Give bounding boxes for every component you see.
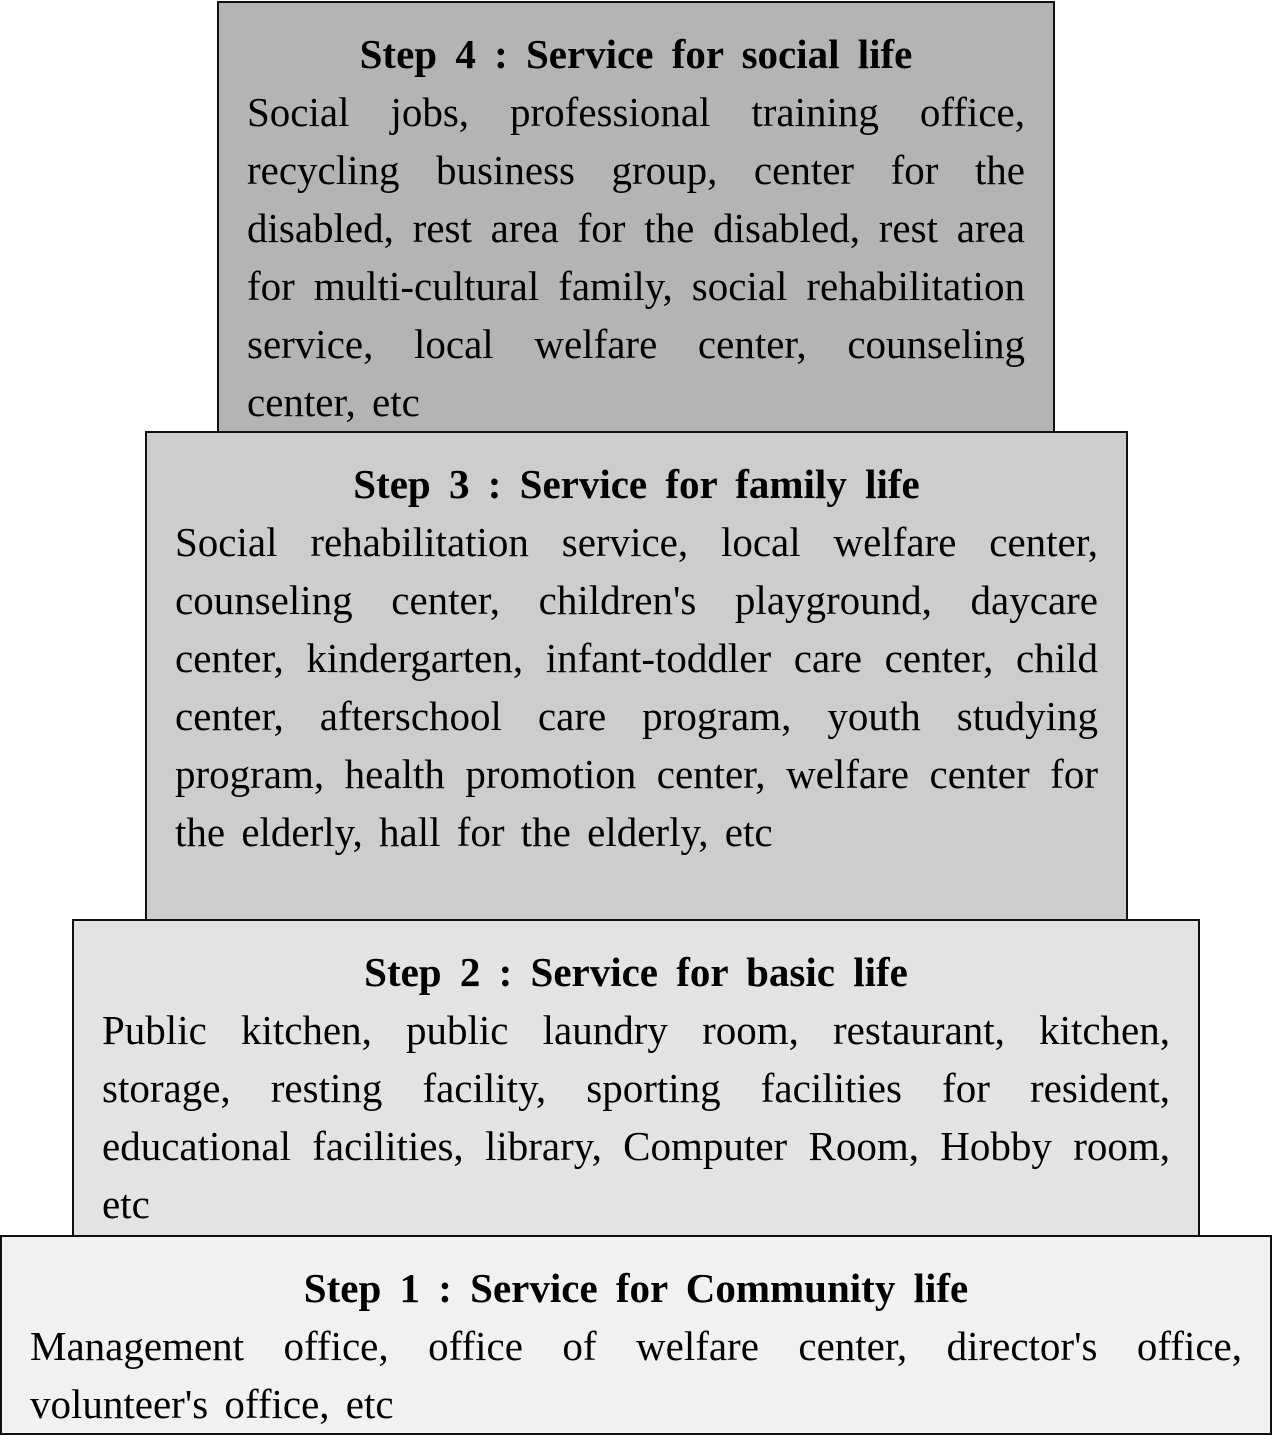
step-1-title: Step 1 : Service for Community life: [303, 1265, 969, 1311]
step-4-title: Step 4 : Service for social life: [359, 31, 913, 77]
step-4-description: Social jobs, professional training office, recycling business group, center for the disabled, rest area for the disabled, rest area for multi-cultural family, social rehabilitation service, local welfare center, counseling center, etc: [247, 89, 1025, 425]
step-3-title: Step 3 : Service for family life: [353, 461, 920, 507]
step-2-description: Public kitchen, public laundry room, restaurant, kitchen, storage, resting facility, sporting facilities for resident, educational facilities, library, Computer Room, Hobby room, etc: [102, 1007, 1170, 1227]
step-4-social-life-box: [217, 1, 1055, 433]
step-1-community-life-box: [0, 1235, 1272, 1435]
step-2-title: Step 2 : Service for basic life: [364, 949, 908, 995]
step-2-basic-life-box: [72, 919, 1200, 1237]
step-1-description: Management office, office of welfare center, director's office, volunteer's office, etc: [30, 1323, 1242, 1427]
step-3-family-life-box: [145, 431, 1128, 921]
step-3-description: Social rehabilitation service, local welfare center, counseling center, children's playground, daycare center, kindergarten, infant-toddler care center, child center, afterschool care program, youth studying program, health promotion center, welfare center for the elderly, hall for the elderly, etc: [175, 519, 1098, 855]
